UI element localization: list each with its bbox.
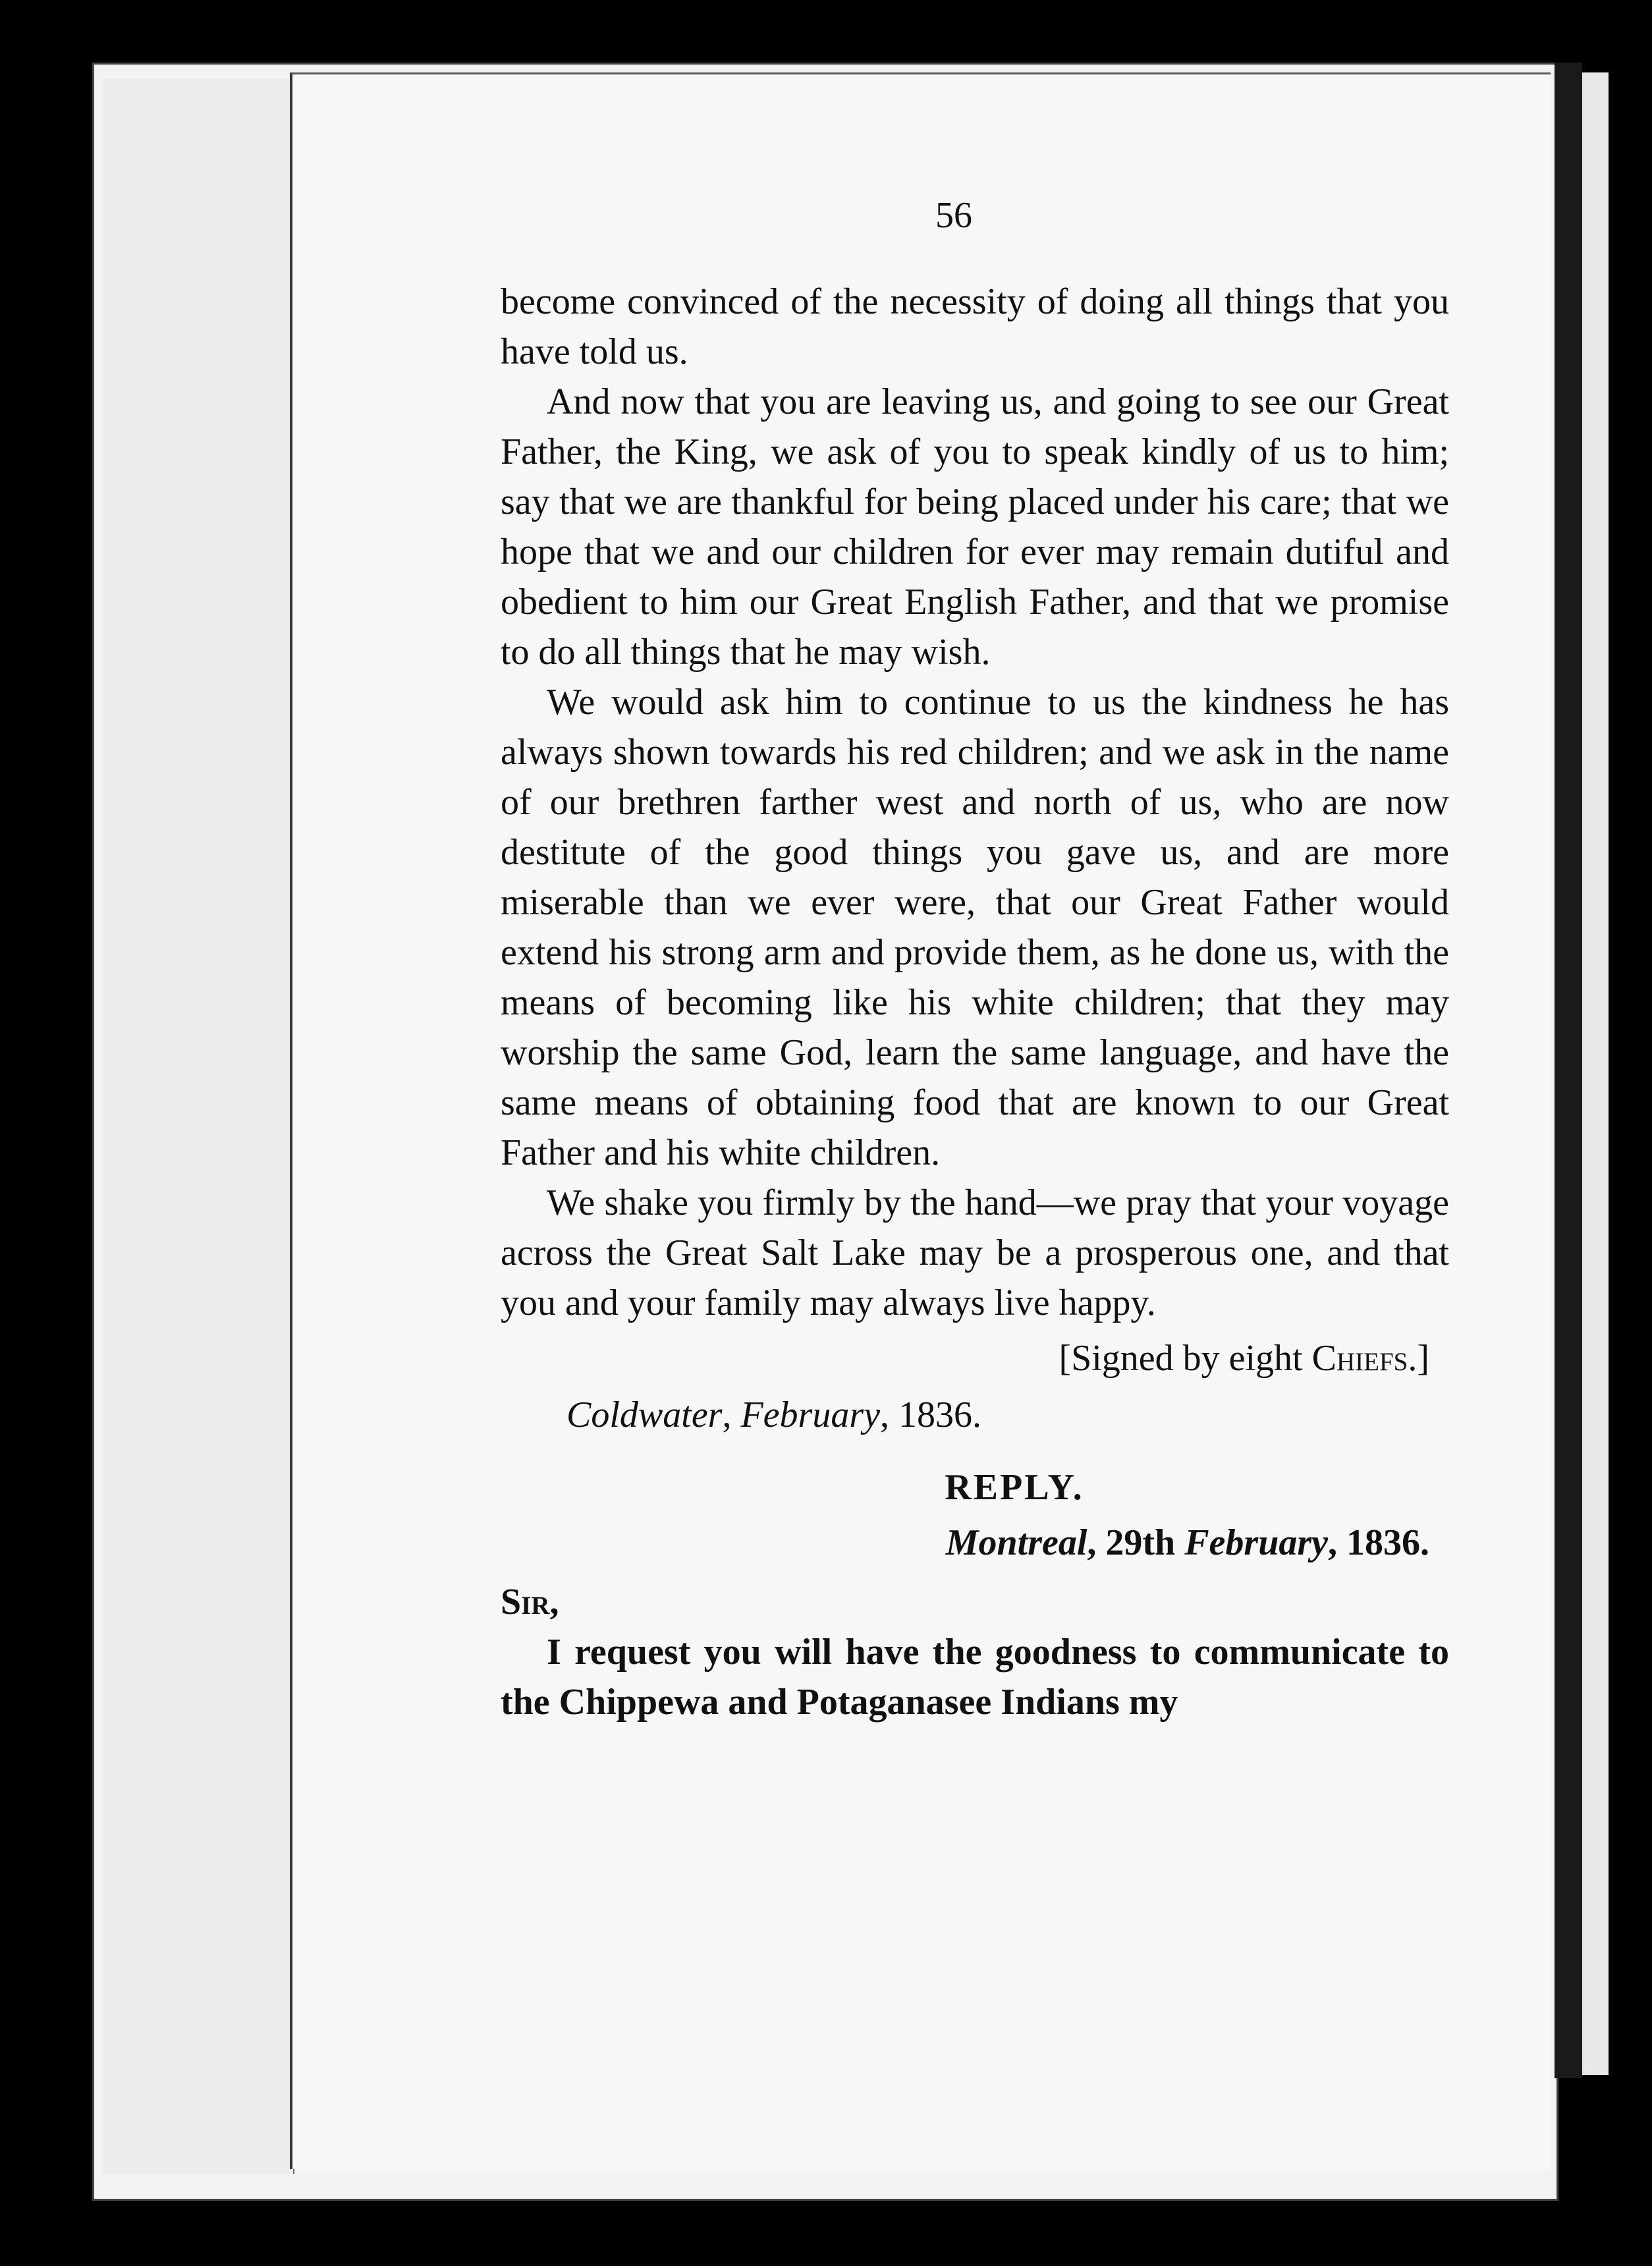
salutation: Sir, bbox=[501, 1582, 559, 1622]
reply-date-line bbox=[501, 1518, 1449, 1568]
date-year: , 1836. bbox=[879, 1395, 981, 1435]
place-date-line: Coldwater, February, 1836. bbox=[566, 1395, 981, 1435]
paragraph: And now that you are leaving us, and going to see our Great Father, the King, we ask of you to speak kindly of us to him; say that we are thankful for being placed under his care; that we hope that we and our children for ever may remain dutiful and obedient to him our Great English Father, and that we promise to do all things that he may wish. bbox=[501, 381, 1449, 673]
signed-suffix: .] bbox=[1408, 1338, 1429, 1379]
page-number: 56 bbox=[935, 195, 972, 236]
paragraph: We would ask him to continue to us the kindness he has always shown towards his red children; and we ask in the name of our brethren farther west and north of us, who are now destitute of the good things you gave us, and are more miserable than we ever were, that our Great Father would extend his strong arm and provide them, as he done us, with the means of becoming like his white children; that they may worship the same God, learn the same language, and have the same means of obtaining food that are known to our Great Father and his white children. bbox=[501, 682, 1449, 1173]
signature-line bbox=[501, 1333, 1449, 1383]
date-month: February bbox=[740, 1395, 880, 1435]
signed-prefix: [Signed by eight bbox=[1059, 1338, 1312, 1379]
signed-chiefs: Chiefs bbox=[1311, 1338, 1408, 1379]
reply-place: Montreal bbox=[945, 1522, 1088, 1563]
book-spine-shadow bbox=[1555, 63, 1582, 2078]
reply-paragraph: I request you will have the goodness to communicate to the Chippewa and Potaganasee Indians my bbox=[501, 1632, 1449, 1723]
reply-heading: REPLY. bbox=[945, 1467, 1084, 1508]
place-name: Coldwater bbox=[566, 1395, 723, 1435]
page-text bbox=[501, 277, 1449, 1727]
reply-year: , 1836. bbox=[1328, 1522, 1429, 1563]
back-sheet-edge bbox=[102, 79, 294, 2174]
right-page-edge bbox=[1582, 72, 1609, 2075]
reply-month: February bbox=[1184, 1522, 1328, 1563]
paragraph-continuation: become convinced of the necessity of doing all things that you have told us. bbox=[501, 281, 1449, 372]
paragraph: We shake you firmly by the hand—we pray that your voyage across the Great Salt Lake may be a prosperous one, and that you and your family may always live happy. bbox=[501, 1182, 1449, 1323]
reply-day: , 29th bbox=[1087, 1522, 1185, 1563]
